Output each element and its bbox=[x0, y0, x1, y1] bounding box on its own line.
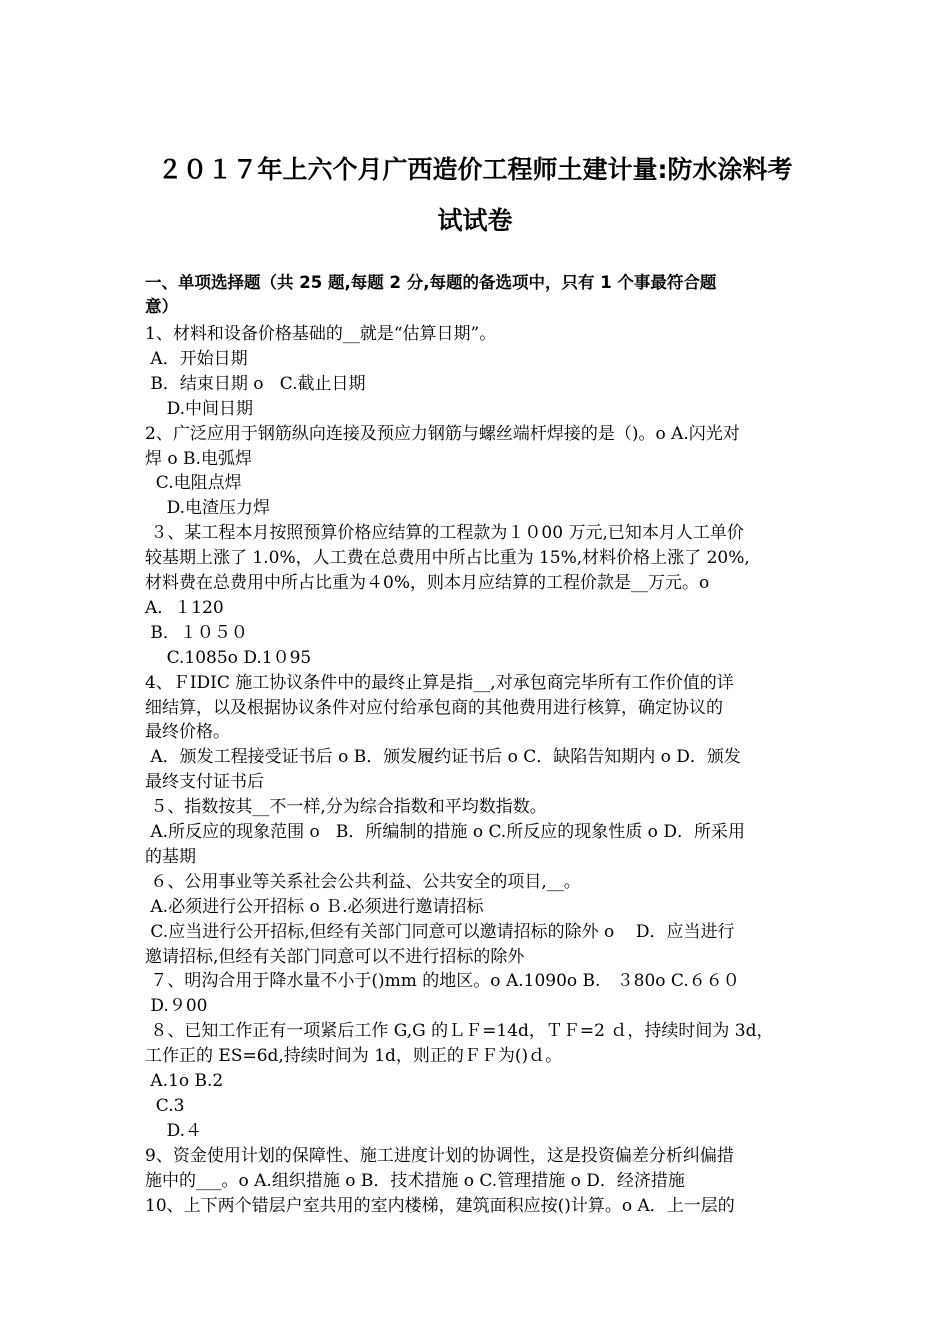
text-line: 邀请招标,但经有关部门同意可以不进行招标的除外 bbox=[145, 946, 525, 967]
text-line: A．开始日期 bbox=[145, 348, 248, 369]
text-line: 最终支付证书后 bbox=[145, 772, 264, 793]
text-line: A.1о B.2 bbox=[145, 1071, 224, 1091]
text-line: 4、ＦIDIC 施工协议条件中的最终止算是指__,对承包商完毕所有工作价值的详 bbox=[145, 672, 734, 693]
text-line: 的基期 bbox=[145, 846, 196, 867]
text-line: ６、公用事业等关系社会公共利益、公共安全的项目,__。 bbox=[145, 871, 581, 892]
text-line: 较基期上涨了 1.0%，人工费在总费用中所占比重为 15%,材料价格上涨了 20%, bbox=[145, 548, 750, 569]
document-title-line-2: 试试卷 bbox=[437, 206, 513, 235]
text-line: A.必须进行公开招标 о Ｂ.必须进行邀请招标 bbox=[145, 896, 484, 917]
text-line: 材料费在总费用中所占比重为４0%，则本月应结算的工程价款是__万元。о bbox=[145, 573, 710, 593]
text-line: C.应当进行公开招标,但经有关部门同意可以邀请招标的除外 о D．应当进行 bbox=[145, 921, 735, 942]
text-line: 1、材料和设备价格基础的__就是“估算日期”。 bbox=[145, 324, 497, 344]
text-line: D.电渣压力焊 bbox=[145, 498, 271, 519]
text-line: A．颁发工程接受证书后 о B．颁发履约证书后 о C．缺陷告知期内 о D．颁发 bbox=[145, 747, 741, 768]
text-line: 工作正的 ES=6d,持续时间为 1d，则正的ＦＦ为()ｄ。 bbox=[145, 1046, 563, 1067]
text-line: D.４ bbox=[145, 1120, 203, 1141]
text-line: D.９00 bbox=[145, 996, 208, 1017]
text-line: C.1085о D.1０95 bbox=[145, 647, 312, 668]
text-line: 2、广泛应用于钢筋纵向连接及预应力钢筋与螺丝端杆焊接的是（)。о A.闪光对 bbox=[145, 423, 740, 444]
text-line: A．１120 bbox=[145, 597, 224, 618]
text-line: 细结算，以及根据协议条件对应付给承包商的其他费用进行核算，确定协议的 bbox=[145, 697, 723, 718]
text-line: ７、明沟合用于降水量不小于()mm 的地区。о A.1090о B. ３80о C.６６０ bbox=[145, 971, 740, 992]
text-line: 焊 о B.电弧焊 bbox=[145, 448, 252, 469]
text-line: 施中的___。о A.组织措施 о B．技术措施 о C.管理措施 о D．经济措施 bbox=[145, 1170, 685, 1191]
text-line: ３、某工程本月按照预算价格应结算的工程款为１０00 万元,已知本月人工单价 bbox=[145, 523, 744, 544]
text-line: A.所反应的现象范围 о B．所编制的措施 о C.所反应的现象性质 о D．所采用 bbox=[145, 822, 745, 842]
text-line: C.3 bbox=[145, 1095, 185, 1116]
text-line: D.中间日期 bbox=[145, 398, 254, 419]
text-line: 最终价格。 bbox=[145, 722, 230, 743]
text-line: ８、已知工作正有一项紧后工作 G,G 的ＬＦ=14d，ＴＦ=2 ｄ，持续时间为 3d， bbox=[145, 1021, 774, 1042]
section-heading-line-2: 意） bbox=[145, 297, 178, 316]
section-heading-line-1: 一、单项选择题（共 25 题,每题 2 分,每题的备选项中，只有 1 个事最符合题 bbox=[145, 273, 717, 292]
text-line: B．结束日期 о C.截止日期 bbox=[145, 373, 366, 394]
document-title-line-1: ２０１７年上六个月广西造价工程师土建计量:防水涂料考 bbox=[157, 155, 793, 184]
text-line: C.电阻点焊 bbox=[145, 473, 242, 494]
text-line: ５、指数按其__不一样,分为综合指数和平均数指数。 bbox=[145, 797, 547, 818]
text-line: 9、资金使用计划的保障性、施工进度计划的协调性，这是投资偏差分析纠偏措 bbox=[145, 1145, 734, 1166]
text-line: 10、上下两个错层户室共用的室内楼梯，建筑面积应按()计算。о A．上一层的 bbox=[145, 1195, 735, 1216]
text-line: B．１０５０ bbox=[145, 622, 248, 643]
